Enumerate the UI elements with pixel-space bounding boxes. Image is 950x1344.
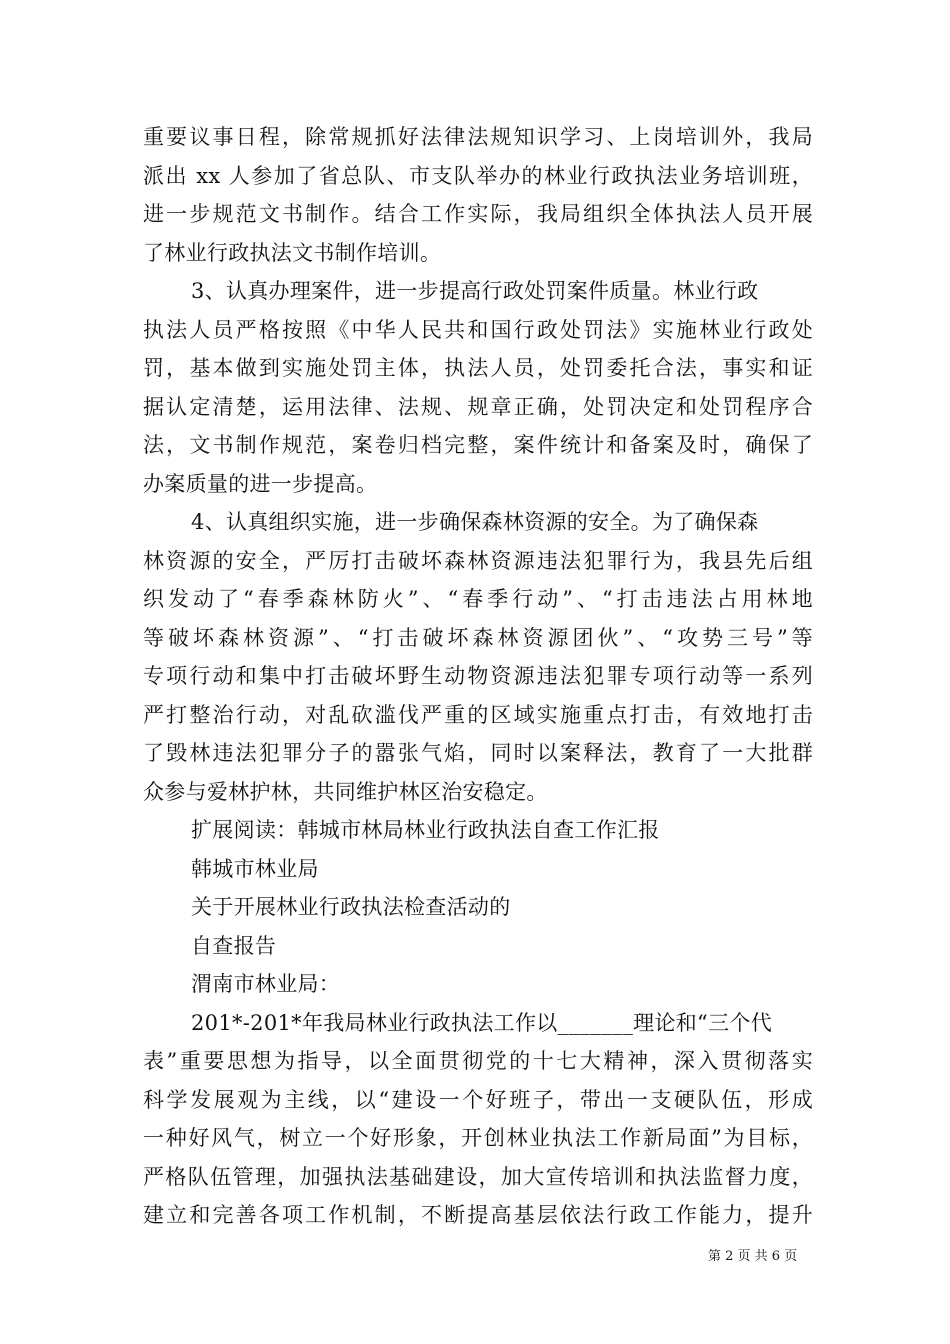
recipient: 渭南市林业局： — [191, 972, 341, 996]
report-title-line-2: 自查报告 — [191, 933, 277, 958]
text-line: 众参与爱林护林，共同维护林区治安稳定。 — [143, 779, 548, 804]
document-body — [143, 118, 813, 1235]
text-line: 法，文书制作规范，案卷归档完整，案件统计和备案及时，确保了 — [143, 433, 813, 457]
extended-reading-title: 扩展阅读：韩城市林局林业行政执法自查工作汇报 — [191, 818, 660, 842]
text-line: 201*-201*年我局林业行政执法工作以_______理论和“三个代 — [191, 1010, 772, 1035]
text-line: 重要议事日程，除常规抓好法律法规知识学习、上岗培训外，我局 — [143, 125, 813, 149]
text-line: 织发动了“春季森林防火”、“春季行动”、“打击违法占用林地 — [143, 587, 813, 611]
text-line: 进一步规范文书制作。结合工作实际，我局组织全体执法人员开展 — [143, 202, 813, 226]
text-line: 严格队伍管理，加强执法基础建设，加大宣传培训和执法监督力度， — [143, 1164, 813, 1189]
text-line: 了林业行政执法文书制作培训。 — [143, 240, 442, 265]
text-line: 表”重要思想为指导，以全面贯彻党的十七大精神，深入贯彻落实 — [143, 1049, 813, 1073]
text-line: 据认定清楚，运用法律、法规、规章正确，处罚决定和处罚程序合 — [143, 394, 813, 419]
page-number-footer: 第 2 页 共 6 页 — [708, 1249, 798, 1264]
text-line: 办案质量的进一步提高。 — [143, 471, 378, 496]
text-line: 等破坏森林资源”、“打击破坏森林资源团伙”、“攻势三号”等 — [143, 625, 813, 650]
text-line: 3、认真办理案件，进一步提高行政处罚案件质量。林业行政 — [191, 279, 759, 303]
text-line: 了毁林违法犯罪分子的嚣张气焰，同时以案释法，教育了一大批群 — [143, 741, 813, 765]
text-line: 4、认真组织实施，进一步确保森林资源的安全。为了确保森 — [191, 510, 759, 534]
text-line: 建立和完善各项工作机制，不断提高基层依法行政工作能力，提升 — [143, 1203, 813, 1227]
text-line: 一种好风气，树立一个好形象，开创林业执法工作新局面”为目标， — [143, 1126, 813, 1150]
text-line: 专项行动和集中打击破坏野生动物资源违法犯罪专项行动等一系列 — [143, 664, 813, 688]
text-line: 执法人员严格按照《中华人民共和国行政处罚法》实施林业行政处 — [143, 317, 813, 342]
text-line: 派出 xx 人参加了省总队、市支队举办的林业行政执法业务培训班， — [143, 163, 813, 188]
text-line: 林资源的安全，严厉打击破坏森林资源违法犯罪行为，我县先后组 — [143, 548, 813, 573]
report-title-line-1: 关于开展林业行政执法检查活动的 — [191, 895, 511, 919]
text-line: 科学发展观为主线，以“建设一个好班子，带出一支硬队伍，形成 — [143, 1087, 813, 1112]
text-line: 罚，基本做到实施处罚主体，执法人员，处罚委托合法，事实和证 — [143, 356, 813, 380]
organization-name: 韩城市林业局 — [191, 856, 319, 881]
text-line: 严打整治行动，对乱砍滥伐严重的区域实施重点打击，有效地打击 — [143, 702, 813, 727]
